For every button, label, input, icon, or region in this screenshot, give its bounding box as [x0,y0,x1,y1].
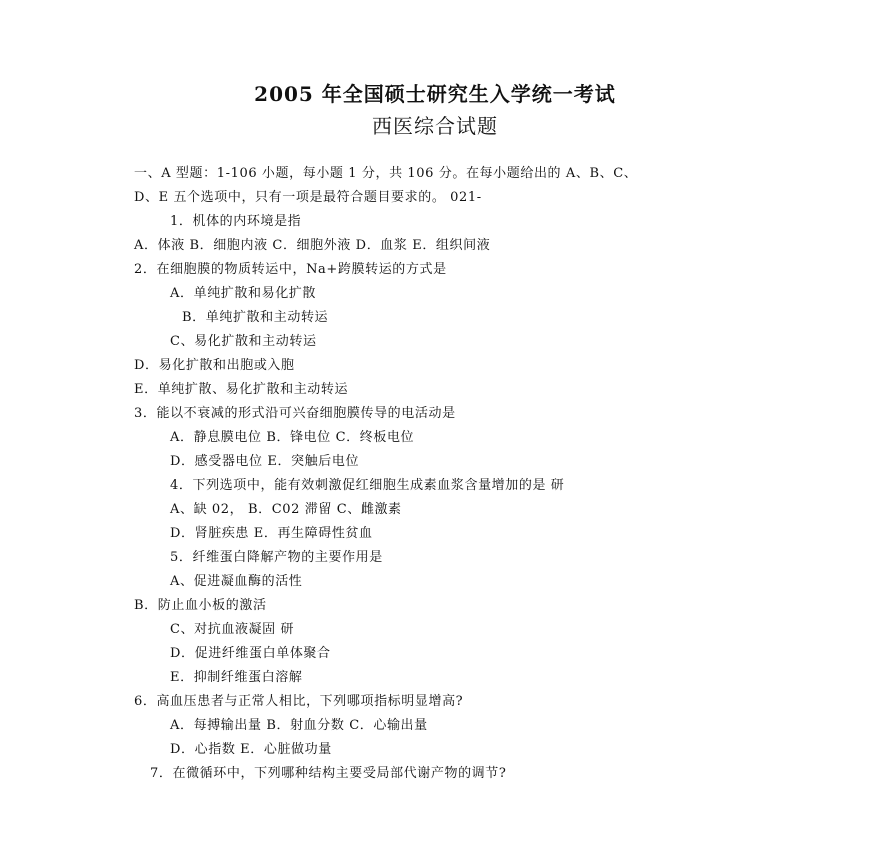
question-2-option-c: C、易化扩散和主动转运 [170,334,317,349]
question-5: 5．纤维蛋白降解产物的主要作用是 [170,550,383,565]
question-1-options: A．体液 B．细胞内液 C．细胞外液 D．血浆 E．组织间液 [134,238,491,253]
question-2-option-e: E．单纯扩散、易化扩散和主动转运 [134,382,349,397]
question-7: 7．在微循环中，下列哪种结构主要受局部代谢产物的调节? [150,766,507,781]
question-5-option-e: E．抑制纤维蛋白溶解 [170,670,303,685]
question-3-options-abc: A．静息膜电位 B．锋电位 C．终板电位 [170,430,415,445]
question-3: 3．能以不衰减的形式沿可兴奋细胞膜传导的电活动是 [134,406,456,421]
question-4-options-abc: A、缺 02， B．C02 滞留 C、雌激素 [170,502,402,517]
question-4: 4．下列选项中，能有效刺激促红细胞生成素血浆含量增加的是 研 [170,478,565,493]
question-2: 2．在细胞膜的物质转运中，Na+跨膜转运的方式是 [134,262,447,277]
section-intro-line-2: D、E 五个选项中，只有一项是最符合题目要求的。 021- [134,190,482,205]
question-5-option-b: B．防止血小板的激活 [134,598,267,613]
question-3-options-de: D．感受器电位 E．突触后电位 [170,454,360,469]
section-intro-line-1: 一、A 型题：1-106 小题，每小题 1 分，共 106 分。在每小题给出的 A、B、C、 [134,166,638,181]
question-6-options-de: D．心指数 E．心脏做功量 [170,742,332,757]
exam-subtitle: 西医综合试题 [372,114,498,138]
question-6: 6．高血压患者与正常人相比，下列哪项指标明显增高? [134,694,464,709]
question-2-option-a: A．单纯扩散和易化扩散 [170,286,316,301]
question-6-options-abc: A．每搏输出量 B．射血分数 C．心输出量 [170,718,428,733]
question-5-option-d: D．促进纤维蛋白单体聚合 [170,646,331,661]
exam-title: 2005 年全国硕士研究生入学统一考试 [254,82,616,106]
question-2-option-b: B．单纯扩散和主动转运 [182,310,329,325]
question-4-options-de: D．肾脏疾患 E．再生障碍性贫血 [170,526,373,541]
question-5-option-a: A、促进凝血酶的活性 [170,574,303,589]
question-1: 1．机体的内环境是指 [170,214,302,229]
question-2-option-d: D．易化扩散和出胞或入胞 [134,358,295,373]
question-5-option-c: C、对抗血液凝固 研 [170,622,295,637]
